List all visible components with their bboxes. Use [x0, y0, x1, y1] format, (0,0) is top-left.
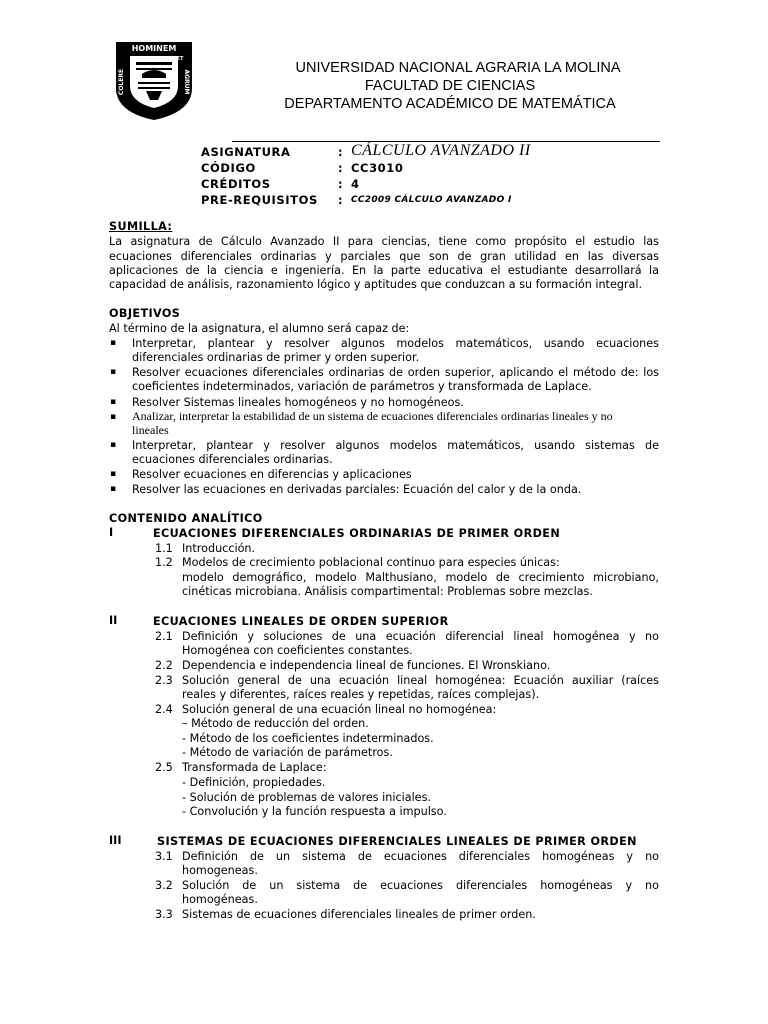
course-code-value: CC3010 — [351, 161, 404, 175]
department-name: DEPARTAMENTO ACADÉMICO DE MATEMÁTICA — [284, 96, 616, 112]
item-number: 2.4 — [155, 703, 173, 716]
bullet-icon: ▪ — [110, 367, 117, 377]
faculty-name: FACULTAD DE CIENCIAS — [364, 78, 536, 94]
item-number: 3.2 — [155, 879, 173, 892]
item-number: 1.2 — [155, 556, 173, 569]
svg-text:AGRUM: AGRUM — [183, 69, 190, 95]
bullet-icon: ▪ — [110, 397, 117, 407]
svg-text:HOMINEM: HOMINEM — [131, 44, 177, 53]
colon: : — [338, 177, 344, 191]
item-number: 1.1 — [155, 542, 173, 555]
university-seal-logo — [112, 38, 196, 122]
sumilla-heading: SUMILLA: — [109, 220, 173, 233]
item-text: Definición de un sistema de ecuaciones diferenciales homogéneas y no — [182, 850, 659, 863]
course-code-label: CÓDIGO — [201, 161, 256, 175]
item-text: - Método de los coeficientes indeterminados. — [182, 732, 434, 745]
item-text: Solución general de una ecuación lineal no homogénea: — [182, 703, 497, 716]
bullet-icon: ▪ — [110, 412, 117, 422]
item-text: – Método de reducción del orden. — [182, 717, 369, 730]
sumilla-line: ecuaciones diferenciales ordinarias y parciales que son de gran utilidad en las diversas — [109, 250, 659, 263]
objetivo-line: Analizar, interpretar la estabilidad de un sistema de ecuaciones diferenciales ordinarias lineales y no — [132, 409, 613, 423]
unit-title: SISTEMAS DE ECUACIONES DIFERENCIALES LINEALES DE PRIMER ORDEN — [157, 835, 637, 848]
item-number: 2.3 — [155, 674, 173, 687]
objetivo-line: Resolver las ecuaciones en derivadas parciales: Ecuación del calor y de la onda. — [132, 483, 582, 496]
item-text: Sistemas de ecuaciones diferenciales lineales de primer orden. — [182, 908, 536, 921]
item-text: Modelos de crecimiento poblacional continuo para especies únicas: — [182, 556, 560, 569]
unit-title: ECUACIONES DIFERENCIALES ORDINARIAS DE PRIMER ORDEN — [153, 527, 561, 540]
item-number: 2.1 — [155, 630, 173, 643]
bullet-icon: ▪ — [110, 484, 117, 494]
prerequisites-value: CC2009 CÁLCULO AVANZADO I — [351, 195, 512, 205]
credits-label: CRÉDITOS — [201, 177, 271, 191]
objetivos-heading: OBJETIVOS — [109, 307, 181, 320]
item-number: 3.3 — [155, 908, 173, 921]
objetivo-line: Resolver ecuaciones diferenciales ordinarias de orden superior, aplicando el método de: los — [132, 366, 659, 379]
item-text: - Solución de problemas de valores iniciales. — [182, 791, 431, 804]
unit-numeral: I — [109, 526, 114, 539]
item-text: - Convolución y la función respuesta a impulso. — [182, 805, 447, 818]
bullet-icon: ▪ — [110, 338, 117, 348]
item-number: 3.1 — [155, 850, 173, 863]
colon: : — [338, 161, 344, 175]
item-number: 2.2 — [155, 659, 173, 672]
objetivo-line: Interpretar, plantear y resolver algunos modelos matemáticos, usando ecuaciones — [132, 337, 659, 350]
sumilla-line: capacidad de análisis, razonamiento lógico y aptitudes que conduzcan a su formación integral. — [109, 278, 643, 291]
objetivo-line: Interpretar, plantear y resolver algunos modelos matemáticos, usando sistemas de — [132, 439, 659, 452]
sumilla-line: aplicaciones de la ciencia e ingeniería. En la parte educativa el estudiante desarrollará la — [109, 264, 659, 277]
objetivo-line: diferenciales ordinarias de primer y orden superior. — [132, 351, 420, 364]
objetivo-line: lineales — [132, 423, 169, 437]
objetivo-line: Resolver ecuaciones en diferencias y aplicaciones — [132, 468, 412, 481]
svg-text:COLERE: COLERE — [118, 68, 125, 96]
item-text: cinéticas microbiana. Análisis compartimental: Problemas sobre mezclas. — [182, 585, 593, 598]
item-text: Dependencia e independencia lineal de funciones. El Wronskiano. — [182, 659, 551, 672]
bullet-icon: ▪ — [110, 469, 117, 479]
item-text: modelo demográfico, modelo Malthusiano, modelo de crecimiento microbiano, — [182, 571, 659, 584]
item-text: Definición y soluciones de una ecuación diferencial lineal homogénea y no — [182, 630, 659, 643]
item-text: homogéneas. — [182, 893, 258, 906]
bullet-icon: ▪ — [110, 440, 117, 450]
unit-title: ECUACIONES LINEALES DE ORDEN SUPERIOR — [153, 615, 449, 628]
item-text: Solución de un sistema de ecuaciones diferenciales homogéneas y no — [182, 879, 659, 892]
svg-text:ET: ET — [176, 56, 184, 62]
unit-numeral: II — [109, 614, 118, 627]
unit-numeral: III — [109, 834, 122, 847]
item-text: - Método de variación de parámetros. — [182, 746, 393, 759]
colon: : — [338, 145, 344, 159]
objetivos-intro: Al término de la asignatura, el alumno será capaz de: — [109, 322, 410, 335]
item-text: Introducción. — [182, 542, 256, 555]
objetivo-line: coeficientes indeterminados, variación de parámetros y transformada de Laplace. — [132, 380, 592, 393]
sumilla-line: La asignatura de Cálculo Avanzado II para ciencias, tiene como propósito el estudio las — [109, 235, 659, 248]
item-text: reales y diferentes, raíces reales y repetidas, raíces complejas). — [182, 688, 540, 701]
objetivo-line: ecuaciones diferenciales ordinarias. — [132, 453, 333, 466]
contenido-heading: CONTENIDO ANALÍTICO — [109, 512, 263, 525]
course-name-label: ASIGNATURA — [201, 145, 291, 159]
item-text: Homogénea con coeficientes constantes. — [182, 644, 413, 657]
prerequisites-label: PRE-REQUISITOS — [201, 193, 318, 207]
item-text: - Definición, propiedades. — [182, 776, 326, 789]
university-name: UNIVERSIDAD NACIONAL AGRARIA LA MOLINA — [295, 60, 621, 76]
item-text: Transformada de Laplace: — [182, 761, 327, 774]
course-name-value: CÁLCULO AVANZADO II — [351, 142, 531, 159]
item-number: 2.5 — [155, 761, 173, 774]
objetivo-line: Resolver Sistemas lineales homogéneos y no homogéneos. — [132, 396, 464, 409]
item-text: Solución general de una ecuación lineal homogénea: Ecuación auxiliar (raíces — [182, 674, 659, 687]
colon: : — [338, 193, 344, 207]
item-text: homogeneas. — [182, 864, 258, 877]
credits-value: 4 — [351, 177, 360, 191]
